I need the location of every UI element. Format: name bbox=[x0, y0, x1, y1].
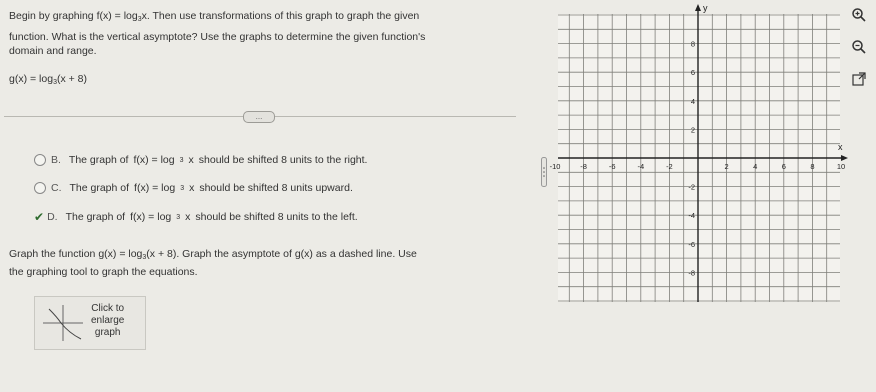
popout-icon[interactable] bbox=[850, 70, 868, 88]
x-tick-label: 8 bbox=[810, 162, 815, 171]
option-variable: x bbox=[188, 154, 194, 166]
y-tick-label: -6 bbox=[688, 239, 695, 249]
y-tick-label: -8 bbox=[688, 268, 695, 278]
radio-button[interactable] bbox=[34, 154, 46, 166]
option-formula: f(x) = log bbox=[134, 182, 176, 194]
intro-text-b: . Then use transformations of this graph to graph the given bbox=[146, 10, 420, 22]
g-formula: g(x) = log bbox=[9, 73, 54, 85]
enlarge-line-3: graph bbox=[94, 327, 121, 338]
question-line-3: domain and range. bbox=[9, 45, 97, 57]
instruction-pre: Graph the function bbox=[9, 248, 99, 260]
zoom-in-icon[interactable] bbox=[850, 6, 868, 24]
option-log-base: 3 bbox=[179, 156, 184, 164]
option-letter: C. bbox=[51, 182, 62, 194]
enlarge-graph-button[interactable] bbox=[34, 296, 146, 350]
option-text-pre: The graph of bbox=[68, 154, 129, 166]
option-text-pre: The graph of bbox=[65, 211, 126, 223]
option-text-post: should be shifted 8 units upward. bbox=[199, 182, 353, 194]
x-tick-label: 4 bbox=[753, 162, 758, 171]
enlarge-label bbox=[91, 303, 124, 339]
instruction-mid: . Graph the asymptote of bbox=[176, 248, 295, 260]
option-log-base: 3 bbox=[180, 184, 185, 192]
x-axis-arrow bbox=[841, 155, 848, 161]
x-tick-label: 6 bbox=[781, 162, 786, 171]
radio-button[interactable] bbox=[34, 182, 46, 194]
instruction-post: as a dashed line. Use bbox=[312, 248, 417, 260]
option-formula: f(x) = log bbox=[133, 154, 175, 166]
coordinate-graph[interactable] bbox=[549, 0, 846, 392]
option-text-post: should be shifted 8 units to the right. bbox=[198, 154, 368, 166]
y-axis-arrow bbox=[695, 4, 701, 11]
y-tick-label: -2 bbox=[688, 182, 695, 192]
enlarge-line-2: enlarge bbox=[91, 315, 125, 326]
panel-resize-handle[interactable] bbox=[541, 157, 547, 187]
instruction-gx: g(x) bbox=[294, 248, 313, 260]
f-variable: x bbox=[141, 10, 147, 22]
x-tick-label: -4 bbox=[637, 162, 645, 171]
instruction-line-2: the graphing tool to graph the equations. bbox=[9, 266, 198, 278]
y-tick-label: 2 bbox=[690, 125, 695, 135]
option-b[interactable] bbox=[34, 154, 367, 166]
instruction-argument: (x + 8) bbox=[146, 248, 177, 260]
option-variable: x bbox=[185, 211, 191, 223]
option-letter: B. bbox=[51, 154, 61, 166]
x-tick-label: -10 bbox=[549, 162, 561, 171]
x-tick-label: -2 bbox=[666, 162, 673, 171]
option-letter: D. bbox=[47, 211, 58, 223]
y-tick-label: 8 bbox=[690, 39, 695, 49]
option-text-pre: The graph of bbox=[69, 182, 130, 194]
y-tick-label: 6 bbox=[690, 68, 695, 78]
x-tick-label: -8 bbox=[580, 162, 587, 171]
instruction-formula: g(x) = log bbox=[98, 248, 143, 260]
g-argument: (x + 8) bbox=[56, 73, 88, 85]
y-axis-label: y bbox=[703, 3, 708, 13]
instruction-line-1 bbox=[9, 247, 417, 265]
option-c[interactable] bbox=[34, 182, 353, 194]
g-function bbox=[9, 72, 87, 90]
y-tick-label: 4 bbox=[690, 96, 695, 106]
zoom-out-icon[interactable] bbox=[850, 38, 868, 56]
x-tick-label: 10 bbox=[836, 162, 846, 171]
enlarge-line-1: Click to bbox=[91, 303, 125, 314]
question-line-1 bbox=[9, 9, 419, 27]
f-formula: f(x) = log bbox=[96, 10, 138, 22]
x-tick-label: 2 bbox=[724, 162, 729, 171]
mini-graph-icon bbox=[41, 303, 85, 343]
option-variable: x bbox=[189, 182, 195, 194]
divider-handle[interactable]: ... bbox=[243, 111, 275, 123]
option-formula: f(x) = log bbox=[130, 211, 172, 223]
option-log-base: 3 bbox=[176, 213, 181, 221]
intro-text: Begin by graphing bbox=[9, 10, 97, 22]
y-tick-label: -4 bbox=[688, 211, 695, 221]
option-text-post: should be shifted 8 units to the left. bbox=[195, 211, 358, 223]
g-log-base: 3 bbox=[53, 79, 57, 86]
x-axis-label: x bbox=[838, 142, 843, 152]
x-tick-label: -6 bbox=[608, 162, 616, 171]
question-line-2: function. What is the vertical asymptote? Use the graphs to determine the given function's bbox=[9, 31, 426, 43]
instruction-log-base: 3 bbox=[142, 254, 147, 261]
log-base: 3 bbox=[137, 16, 142, 23]
checkmark-icon: ✔ bbox=[34, 210, 45, 224]
option-d[interactable] bbox=[34, 210, 358, 224]
